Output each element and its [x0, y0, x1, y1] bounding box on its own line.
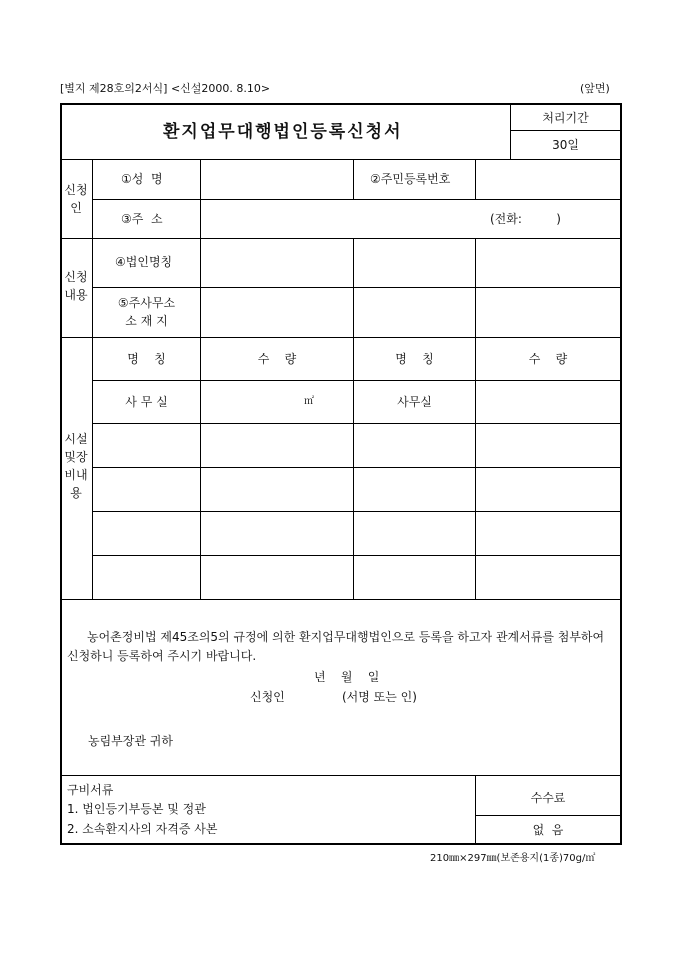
fee-label: 수수료 — [530, 791, 566, 805]
form-reference: [별지 제28호의2서식] <신설2000. 8.10> — [60, 82, 271, 95]
name-field[interactable] — [201, 160, 353, 199]
office-location-label: ⑤주사무소 소 재 지 — [117, 296, 176, 328]
col-quantity-2: 수 량 — [528, 352, 568, 366]
resident-number-field[interactable] — [476, 160, 620, 199]
page-side-label: (앞면) — [580, 82, 610, 95]
facility-name-office-1: 사 무 실 — [125, 395, 168, 409]
corporation-name-label: ④법인명칭 — [115, 255, 173, 269]
col-quantity-1: 수 량 — [257, 352, 297, 366]
col-name-1: 명 칭 — [127, 352, 166, 366]
col-name-2: 명 칭 — [395, 352, 434, 366]
fee-value: 없 음 — [532, 823, 564, 837]
facility-name-office-2: 사무실 — [397, 395, 432, 409]
applicant-section-label: 신청 인 — [64, 183, 88, 215]
name-label: ①성 명 — [121, 172, 163, 186]
address-field[interactable] — [201, 200, 471, 238]
declaration-text: 농어촌정비법 제45조의5의 규정에 의한 환지업무대행법인으로 등록을 하고자 관계서류를 첨부하여 신청하니 등록하여 주시기 바랍니다. — [67, 630, 605, 663]
date-line: 년 월 일 — [314, 670, 380, 684]
required-document-1: 1. 법인등기부등본 및 정관 — [67, 802, 206, 816]
paper-spec: 210㎜×297㎜(보존용지(1종)70g/㎡ — [430, 853, 596, 864]
facilities-section-label: 시설 및장 비내 용 — [64, 432, 88, 500]
form-title: 환지업무대행법인등록신청서 — [163, 122, 403, 142]
address-label: ③주 소 — [121, 212, 163, 226]
phone-label: (전화: ) — [490, 212, 561, 226]
processing-period-value: 30일 — [552, 138, 579, 152]
addressee: 농림부장관 귀하 — [88, 734, 173, 748]
signature-hint: (서명 또는 인) — [342, 690, 417, 704]
required-documents-title: 구비서류 — [67, 783, 114, 797]
office-location-field[interactable] — [201, 288, 353, 337]
processing-period-label: 처리기간 — [542, 111, 589, 125]
applicant-signature-label: 신청인 — [250, 690, 285, 704]
resident-number-label: ②주민등록번호 — [370, 172, 451, 186]
content-section-label: 신청 내용 — [64, 270, 88, 302]
area-unit: ㎡ — [304, 396, 314, 407]
required-document-2: 2. 소속환지사의 자격증 사본 — [67, 822, 218, 836]
corporation-name-field[interactable] — [201, 239, 353, 287]
